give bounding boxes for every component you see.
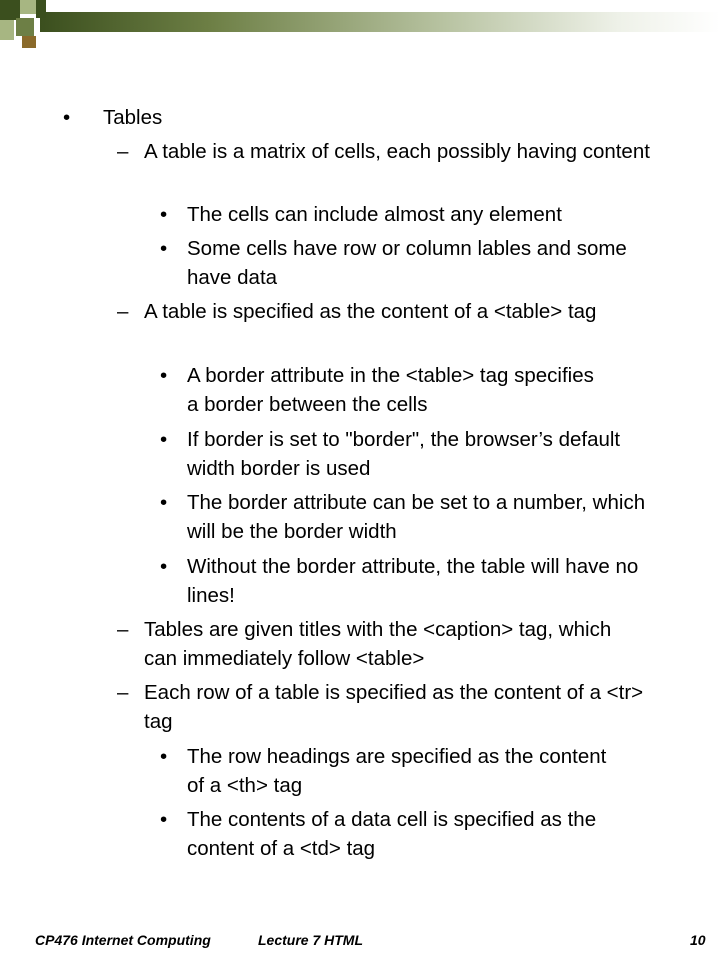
- corner-square: [16, 18, 34, 36]
- bullet-text: A table is specified as the content of a <table> tag: [144, 300, 597, 323]
- bullet-marker: •: [63, 106, 71, 129]
- dash-marker: –: [117, 300, 129, 323]
- corner-square: [0, 0, 20, 20]
- page-number: 10: [690, 932, 706, 948]
- dash-marker: –: [117, 681, 129, 704]
- bullet-text: Tables are given titles with the <caption> tag, which can immediately follow <table>: [144, 618, 612, 670]
- bullet-text: Tables: [103, 106, 163, 129]
- corner-square: [36, 0, 46, 18]
- bullet-marker: •: [160, 428, 168, 451]
- header-decoration: [0, 0, 720, 60]
- bullet-text: Without the border attribute, the table will have no lines!: [187, 555, 639, 607]
- bullet-marker: •: [160, 237, 168, 260]
- bullet-marker: •: [160, 808, 168, 831]
- bullet-marker: •: [160, 491, 168, 514]
- dash-marker: –: [117, 140, 129, 163]
- bullet-marker: •: [160, 555, 168, 578]
- bullet-text: A table is a matrix of cells, each possibly having content: [144, 140, 650, 163]
- bullet-text: The row headings are specified as the content of a <th> tag: [187, 745, 607, 797]
- dash-marker: –: [117, 618, 129, 641]
- bullet-marker: •: [160, 203, 168, 226]
- footer-course: CP476 Internet Computing: [35, 932, 211, 948]
- slide-footer: [0, 932, 720, 952]
- bullet-text: Each row of a table is specified as the content of a <tr> tag: [144, 681, 644, 733]
- footer-lecture: Lecture 7 HTML: [258, 932, 364, 948]
- bullet-text: Some cells have row or column lables and some have data: [187, 237, 627, 289]
- bullet-text: The border attribute can be set to a number, which will be the border width: [187, 491, 646, 543]
- corner-square: [0, 20, 14, 40]
- corner-square: [22, 36, 36, 48]
- bullet-marker: •: [160, 745, 168, 768]
- bullet-text: The contents of a data cell is specified as the content of a <td> tag: [187, 808, 597, 860]
- bullet-text: A border attribute in the <table> tag specifies a border between the cells: [187, 364, 594, 416]
- bullet-text: If border is set to "border", the browser’s default width border is used: [187, 428, 621, 480]
- gradient-bar: [40, 12, 720, 32]
- bullet-text: The cells can include almost any element: [187, 203, 562, 226]
- bullet-marker: •: [160, 364, 168, 387]
- corner-square: [20, 0, 36, 14]
